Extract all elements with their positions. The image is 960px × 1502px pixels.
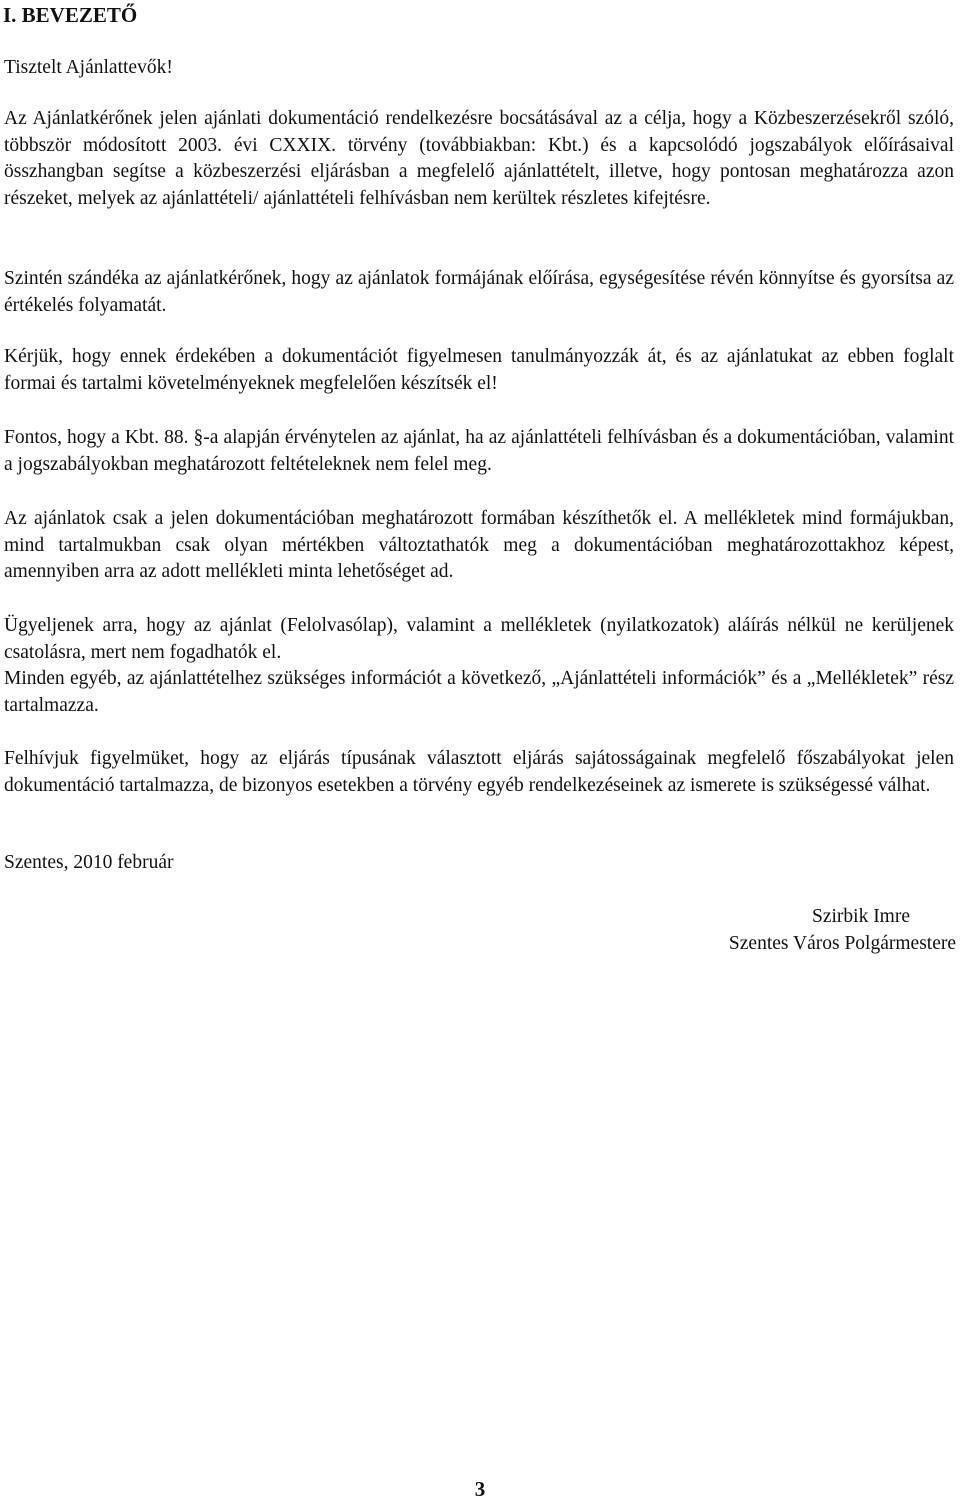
paragraph-signature-note: Ügyeljenek arra, hogy az ajánlat (Felolvasólap), valamint a mellékletek (nyilatkozatok) aláírás nélkül ne kerüljenek csatolásra, mert nem fogadhatók el. (4, 615, 954, 663)
signatory-title: Szentes Város Polgármestere (728, 932, 956, 954)
section-heading: I. BEVEZETŐ (3, 3, 138, 27)
paragraph-request: Kérjük, hogy ennek érdekében a dokumentációt figyelmesen tanulmányozzák át, és az ajánlatukat az ebben foglalt formai és tartalmi követelményeknek megfelelően készítsék el! (4, 346, 954, 394)
paragraph-form: Az ajánlatok csak a jelen dokumentációban meghatározott formában készíthetők el. A mellékletek mind formájukban, mind tartalmukban csak olyan mértékben változtathatók meg a dokumentációban meghatározottakhoz képest, amennyiben arra az adott mellékleti minta lehetőséget ad. (4, 508, 954, 582)
place-date: Szentes, 2010 február (4, 852, 174, 873)
signature-block (729, 904, 956, 957)
paragraph-purpose: Szintén szándéka az ajánlatkérőnek, hogy az ajánlatok formájának előírása, egységesítése révén könnyítse és gyorsítsa az értékelés folyamatát. (4, 268, 954, 316)
paragraph-intro: Az Ajánlatkérőnek jelen ajánlati dokumentáció rendelkezésre bocsátásával az a célja, hogy a Közbeszerzésekről szóló, többször módosított 2003. évi CXXIX. törvény (továbbiakban: Kbt.) és a kapcsolódó jogszabályok előírásaival összhangban segítse a közbeszerzési eljárásban a megfelelő ajánlattételt, illetve, hogy pontosan meghatározza azon részeket, melyek az ajánlattételi/ ajánlattételi felhívásban nem kerültek részletes kifejtésre. (4, 108, 954, 209)
paragraph-validity: Fontos, hogy a Kbt. 88. §-a alapján érvénytelen az ajánlat, ha az ajánlattételi felhívásban és a dokumentációban, valamint a jogszabályokban meghatározott feltételeknek nem felel meg. (4, 427, 954, 475)
signatory-name: Szirbik Imre (811, 906, 910, 927)
paragraph-information: Minden egyéb, az ajánlattételhez szükséges információt a következő, „Ajánlattételi információk” és a „Mellékletek” rész tartalmazza. (4, 668, 954, 716)
greeting: Tisztelt Ajánlattevők! (4, 57, 173, 78)
paragraph-rules: Felhívjuk figyelmüket, hogy az eljárás típusának választott eljárás sajátosságainak megfelelő főszabályokat jelen dokumentáció tartalmazza, de bizonyos esetekben a törvény egyéb rendelkezéseinek az ismerete is szükségessé válhat. (4, 748, 954, 796)
page-number: 3 (474, 1477, 486, 1501)
